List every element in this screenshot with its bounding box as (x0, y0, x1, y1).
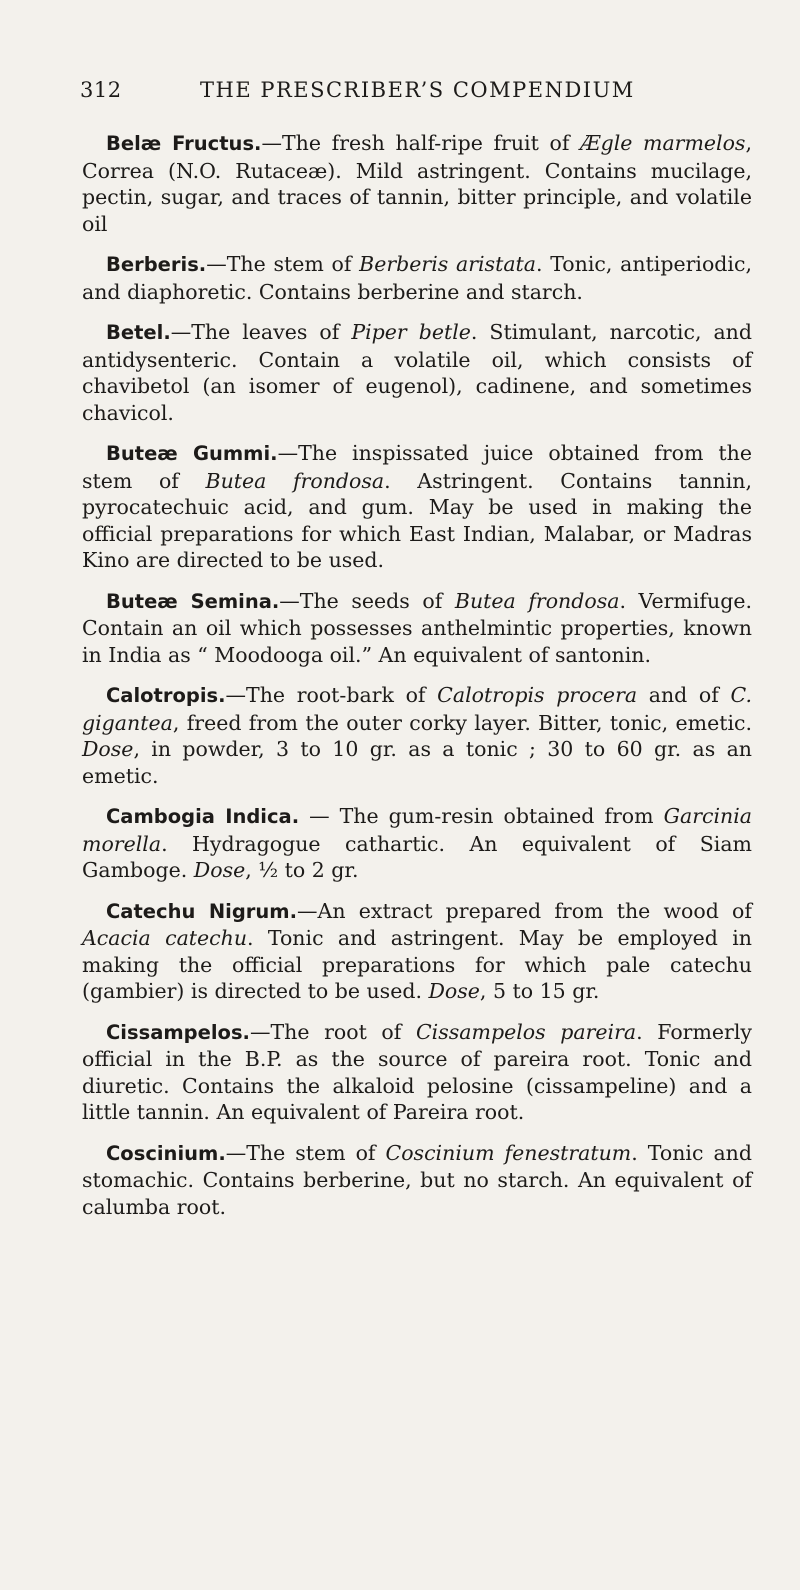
entry-text: , freed from the outer corky layer. Bitter, tonic, emetic. (172, 710, 752, 735)
species-name: Butea frondosa (454, 588, 620, 613)
entry-term: Cissampelos. (106, 1020, 250, 1044)
entry-text: and of (637, 683, 731, 707)
entry-text: —The leaves of (170, 320, 352, 344)
entry-text: —The seeds of (279, 588, 455, 613)
entry-catechu-nigrum (82, 898, 752, 1005)
entry-text: , 5 to 15 gr. (479, 979, 600, 1003)
species-name: Acacia catechu (82, 926, 248, 950)
entry-cissampelos (82, 1019, 752, 1126)
entry-coscinium (82, 1140, 752, 1221)
entry-calotropis (82, 682, 752, 789)
entry-text: —The fresh half-ripe fruit of (261, 131, 581, 155)
species-name: Piper betle (351, 320, 471, 344)
entry-list (82, 130, 752, 1234)
entry-text: , Correa (N.O. Rutaceæ). Mild astringent. Contains mucilage, pectin, sugar, and traces of tannin, bitter principle, and volatile oil (82, 131, 752, 236)
entry-text: , ½ to 2 gr. (245, 858, 359, 882)
entry-text: . Stimulant, narcotic, and antidysenteric. Contain a volatile oil, which consists of chavibetol (an isomer of eugenol), cadinene, and sometimes chavicol. (82, 320, 753, 425)
entry-term: Catechu Nigrum. (106, 899, 298, 923)
entry-text: . Tonic, antiperiodic, and diaphoretic. Contains berberine and starch. (82, 252, 752, 304)
species-name: Calotropis procera (437, 683, 638, 707)
species-name: Butea frondosa (205, 468, 385, 493)
running-head (80, 78, 730, 108)
entry-term: Berberis. (106, 253, 207, 276)
species-name: Garcinia morella (82, 804, 753, 856)
species-name: Cissampelos pareira (416, 1019, 637, 1044)
entry-text: — The gum-resin obtained from (299, 804, 664, 828)
entry-betel (82, 319, 752, 426)
species-name: Coscinium fenestratum (385, 1140, 632, 1165)
entry-text: , in powder, 3 to 10 gr. as a tonic ; 30 to 60 gr. as an emetic. (82, 737, 752, 788)
entry-term: Cambogia Indica. (106, 805, 300, 828)
entry-text: —The stem of (206, 252, 360, 276)
entry-term: Calotropis. (106, 684, 226, 707)
entry-buteae-semina (82, 588, 752, 669)
dose-label: Dose (82, 737, 134, 761)
entry-term: Buteæ Semina. (106, 589, 280, 613)
entry-text: . Tonic and astringent. May be employed in making the official preparations for which pale catechu (gambier) is directed to be used. (82, 926, 752, 1003)
entry-text: . Vermifuge. Contain an oil which possesses anthelmintic properties, known in India as “ Moodooga oil.” An equivalent of santonin. (82, 588, 752, 667)
entry-buteae-gummi (82, 440, 752, 574)
entry-term: Coscinium. (106, 1141, 226, 1165)
entry-text: —The root-bark of (225, 683, 438, 707)
dose-label: Dose (193, 858, 246, 882)
entry-text: . Tonic and stomachic. Contains berberine, but no starch. An equivalent of calumba root. (82, 1140, 752, 1219)
entry-text: . Hydragogue cathartic. An equivalent of Siam Gamboge. (82, 831, 752, 882)
entry-term: Buteæ Gummi. (106, 442, 278, 465)
running-title: THE PRESCRIBER’S COMPENDIUM (200, 78, 635, 102)
entry-berberis (82, 251, 752, 305)
dose-label: Dose (428, 979, 480, 1003)
entry-term: Betel. (106, 321, 171, 344)
species-name: Berberis aristata (359, 252, 536, 276)
entry-text: . Astringent. Contains tannin, pyrocatechuic acid, and gum. May be used in making the official preparations for which East Indian, Malabar, or Madras Kino are directed to be used. (82, 468, 753, 572)
page-number: 312 (80, 78, 122, 102)
species-name: C. gigantea (82, 683, 752, 735)
entry-text: —The root of (249, 1019, 416, 1044)
entry-belae-fructus (82, 130, 752, 237)
species-name: Ægle marmelos (580, 131, 746, 155)
entry-text: —The stem of (225, 1140, 386, 1165)
entry-text: —The inspissated juice obtained from the stem of (82, 441, 752, 493)
entry-text: . Formerly official in the B.P. as the source of pareira root. Tonic and diuretic. Contains the alkaloid pelosine (cissampeline) and a little tannin. An equivalent of Pareira root. (82, 1019, 752, 1124)
entry-term: Belæ Fructus. (106, 132, 262, 155)
entry-text: —An extract prepared from the wood of (297, 898, 752, 923)
entry-cambogia-indica (82, 803, 752, 884)
